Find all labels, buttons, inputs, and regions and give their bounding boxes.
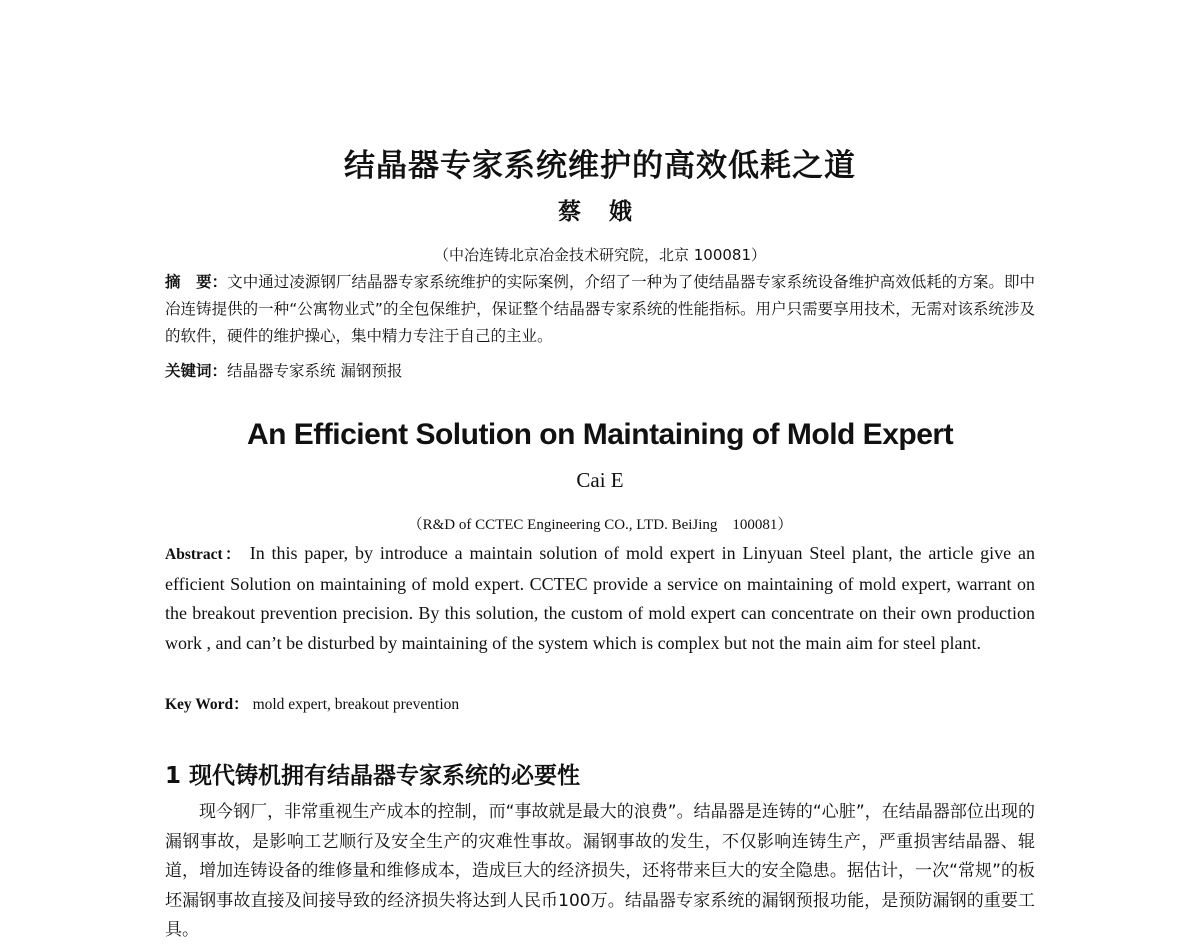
english-title: An Efficient Solution on Maintaining of Mold Expert	[246, 418, 954, 451]
chinese-abstract-text: 文中通过凌源钢厂结晶器专家系统维护的实际案例，介绍了一种为了使结晶器专家系统设备维护高效低耗的方案。即中冶连铸提供的一种“公寓物业式”的全包保维护，保证整个结晶器专家系统的性能指标。用户只需要享用技术，无需对该系统涉及的软件，硬件的维护操心，集中精力专注于自己的主业。	[165, 273, 1035, 345]
english-abstract	[165, 539, 1035, 658]
english-keywords	[165, 692, 1035, 714]
chinese-affiliation: （中冶连铸北京冶金技术研究院，北京 100081）	[433, 246, 767, 264]
chinese-title: 结晶器专家系统维护的高效低耗之道	[344, 148, 856, 184]
chinese-keywords-text: 结晶器专家系统 漏钢预报	[227, 362, 403, 380]
chinese-keywords-label: 关键词：	[165, 362, 228, 380]
chinese-abstract	[165, 269, 1035, 350]
english-affiliation: （R&D of CCTEC Engineering CO., LTD. BeiJing 100081）	[407, 517, 793, 533]
english-abstract-text: In this paper, by introduce a maintain solution of mold expert in Linyuan Steel plant, the article give an efficient Solution on maintaining of mold expert. CCTEC provide a service on maintaining of mold expert, warrant on the breakout prevention precision. By this solution, the custom of mold expert can concentrate on their own production work , and can’t be disturbed by maintaining of the system which is complex but not the main aim for steel plant.	[165, 543, 1035, 653]
section-1-paragraph: 现今钢厂，非常重视生产成本的控制，而“事故就是最大的浪费”。结晶器是连铸的“心脏”，在结晶器部位出现的漏钢事故，是影响工艺顺行及安全生产的灾难性事故。漏钢事故的发生，不仅影响连铸生产，严重损害结晶器、辊道，增加连铸设备的维修量和维修成本，造成巨大的经济损失，还将带来巨大的安全隐患。据估计，一次“常规”的板坯漏钢事故直接及间接导致的经济损失将达到人民币100万。结晶器专家系统的漏钢预报功能，是预防漏钢的重要工具。	[165, 802, 1035, 940]
chinese-abstract-label: 摘 要：	[165, 273, 228, 291]
english-keywords-text: mold expert, breakout prevention	[252, 696, 460, 713]
english-author: Cai E	[576, 468, 624, 492]
english-keywords-label: Key Word：	[165, 696, 249, 713]
section-1-heading: 1 现代铸机拥有结晶器专家系统的必要性	[165, 763, 581, 789]
english-abstract-label: Abstract：	[165, 546, 243, 563]
chinese-author: 蔡 娥	[557, 198, 642, 225]
chinese-keywords	[165, 359, 1035, 381]
